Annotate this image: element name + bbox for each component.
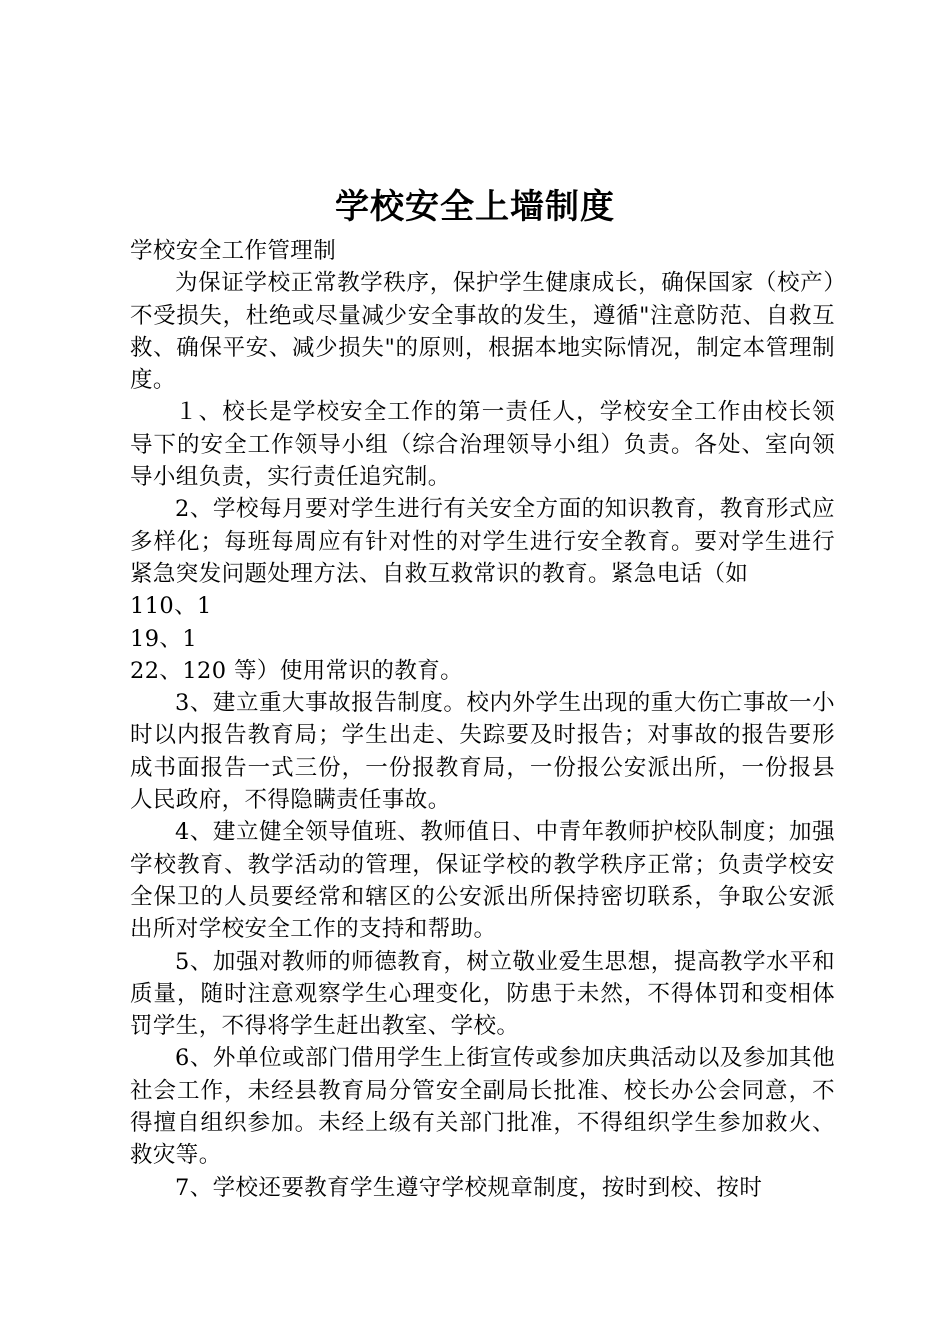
paragraph-phone-2: 19、1	[130, 625, 198, 652]
paragraph-item-2: 2、学校每月要对学生进行有关安全方面的知识教育，教育形式应多样化；每班每周应有针对性的对学生进行安全教育。要对学生进行紧急突发问题处理方法、自救互救常识的教育。紧急电话（如	[130, 496, 835, 587]
paragraph-item-3: 3、建立重大事故报告制度。校内外学生出现的重大伤亡事故一小时以内报告教育局；学生出走、失踪要及时报告；对事故的报告要形成书面报告一式三份，一份报教育局，一份报公安派出所，一份报县人民政府，不得隐瞒责任事故。	[130, 690, 835, 814]
paragraph-item-6: 6、外单位或部门借用学生上街宣传或参加庆典活动以及参加其他社会工作，未经县教育局分管安全副局长批准、校长办公会同意，不得擅自组织参加。未经上级有关部门批准，不得组织学生参加救火、救灾等。	[130, 1045, 835, 1169]
paragraph-item-1: １、校长是学校安全工作的第一责任人，学校安全工作由校长领导下的安全工作领导小组（综合治理领导小组）负责。各处、室向领导小组负责，实行责任追究制。	[130, 399, 835, 491]
paragraph-phone-3: 22、120 等）使用常识的教育。	[130, 657, 464, 684]
paragraph-item-5: 5、加强对教师的师德教育，树立敬业爱生思想，提高教学水平和质量，随时注意观察学生心理变化，防患于未然，不得体罚和变相体罚学生，不得将学生赶出教室、学校。	[130, 948, 835, 1040]
paragraph-intro: 为保证学校正常教学秩序，保护学生健康成长，确保国家（校产）不受损失，杜绝或尽量减少安全事故的发生，遵循"注意防范、自救互救、确保平安、减少损失"的原则，根据本地实际情况，制定本管理制度。	[130, 270, 835, 394]
paragraph-item-4: 4、建立健全领导值班、教师值日、中青年教师护校队制度；加强学校教育、教学活动的管理，保证学校的教学秩序正常；负责学校安全保卫的人员要经常和辖区的公安派出所保持密切联系，争取公安派出所对学校安全工作的支持和帮助。	[130, 819, 835, 943]
document-title: 学校安全上墙制度	[335, 187, 615, 227]
section-heading: 学校安全工作管理制	[130, 238, 337, 264]
paragraph-item-7: 7、学校还要教育学生遵守学校规章制度，按时到校、按时	[175, 1174, 763, 1201]
paragraph-phone-1: 110、1	[130, 593, 212, 620]
document-body	[130, 235, 835, 1204]
